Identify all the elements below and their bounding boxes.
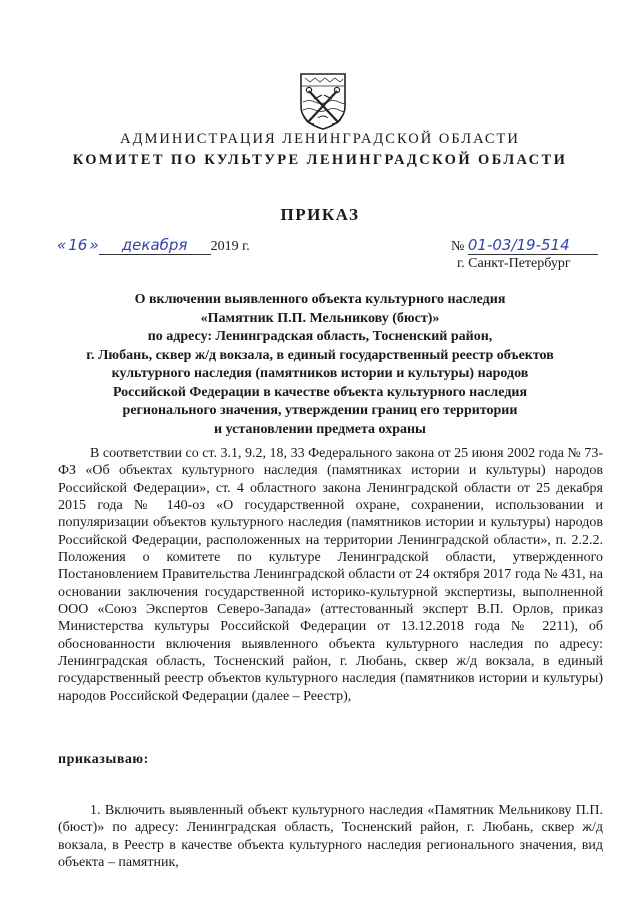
preamble-paragraph: В соответствии со ст. 3.1, 9.2, 18, 33 Федерального закона от 25 июня 2002 года № 73-ФЗ «Об объектах культурного наследия (памятниках истории и культуры) народов Российской Федерации», ст. 4 областного закона Ленинградской области от 25 декабря 2015 года № 140-оз «О государственной охране, сохранении, использовании и популяризации объектов культурного наследия (памятников истории и культуры) народов Российской Федерации, расположенных на территории Ленинградской области», п. 2.2.2. Положения о комитете по культуре Ленинградской области, утвержденного Постановлением Правительства Ленинградской области от 24 октября 2017 года № 431, на основании заключения государственной историко-культурной экспертизы, выполненной ООО «Союз Экспертов Северо-Запада» (аттестованный эксперт В.П. Орлов, приказ Министерства культуры Российской Федерации от 13.12.2018 года № 2211), об обоснованности включения выявленного объекта культурного наследия по адресу: Ленинградская область, Тосненский район, г. Любань, сквер ж/д вокзала, в единый государственный реестр объектов культурного наследия (памятников истории и культуры) народов Российской Федерации (далее – Реестр),	[58, 446, 603, 704]
document-number	[451, 236, 598, 255]
document-date	[57, 236, 250, 255]
subject-line: по адресу: Ленинградская область, Тосненский район,	[147, 329, 493, 344]
document-subject	[40, 291, 600, 439]
date-open-quote: «	[57, 236, 67, 254]
document-city: г. Санкт-Петербург	[457, 256, 571, 271]
subject-line: г. Любань, сквер ж/д вокзала, в единый государственный реестр объектов	[86, 347, 554, 363]
subject-line: регионального значения, утверждении границ его территории	[122, 403, 518, 418]
subject-line: культурного наследия (памятников истории и культуры) народов	[111, 366, 529, 381]
subject-line: О включении выявленного объекта культурного наследия	[134, 292, 506, 307]
subject-line: «Памятник П.П. Мельникову (бюст)»	[200, 310, 440, 326]
subject-line: и установлении предмета охраны	[214, 421, 426, 437]
document-title: ПРИКАЗ	[280, 205, 360, 224]
date-year: 2019 г.	[210, 239, 250, 254]
subject-line: Российской Федерации в качестве объекта культурного наследия	[112, 384, 528, 400]
date-day: 16	[68, 236, 88, 254]
number-value: 01-03/19-514	[468, 236, 598, 255]
date-close-quote: »	[89, 236, 99, 254]
date-month: декабря	[99, 236, 211, 255]
organization-administration: АДМИНИСТРАЦИЯ ЛЕНИНГРАДСКОЙ ОБЛАСТИ	[120, 131, 520, 147]
leningrad-region-coat-of-arms-icon	[298, 72, 348, 130]
number-prefix: №	[451, 239, 465, 254]
order-word: приказываю:	[58, 752, 149, 767]
organization-committee: КОМИТЕТ ПО КУЛЬТУРЕ ЛЕНИНГРАДСКОЙ ОБЛАСТИ	[72, 152, 568, 168]
order-item-1: 1. Включить выявленный объект культурного наследия «Памятник Мельникову П.П. (бюст)» по адресу: Ленинградская область, Тосненский район, г. Любань, сквер ж/д вокзала, в Реестр в качестве объекта культурного наследия регионального значения, вид объекта – памятник,	[58, 803, 603, 871]
